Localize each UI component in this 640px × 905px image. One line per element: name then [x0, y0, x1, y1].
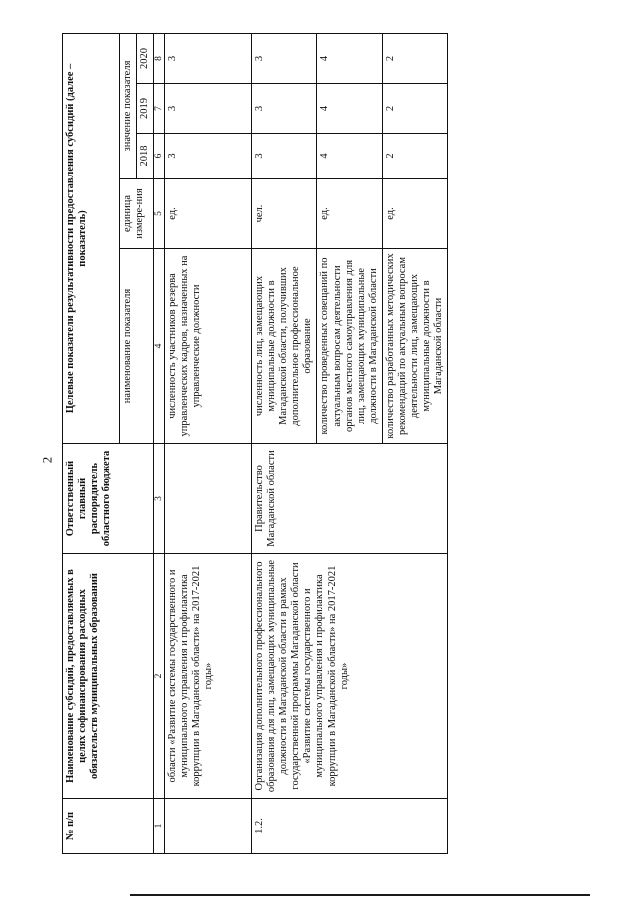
- scan-edge-line: [130, 894, 590, 896]
- indicator-name: количество разработанных методических рекомендаций по актуальным вопросам деятельности лиц, замещающих муниципальные должности в Магаданской области: [382, 249, 447, 444]
- column-index: 4: [154, 249, 165, 444]
- value-2020: 3: [165, 33, 252, 83]
- rotated-table-wrapper: [62, 34, 592, 854]
- header-subsidy-name: Наименование субсидий, предоставляемых в целях софинансирования расходных обязательств муниципальных образований: [63, 554, 154, 799]
- header-number: № п/п: [63, 799, 154, 854]
- administrator: Правительство Магаданской области: [252, 444, 448, 554]
- header-target-indicators: Целевые показатели результативности предоставления субсидий (далее – показатель): [63, 33, 120, 443]
- value-2018: 3: [165, 134, 252, 179]
- value-2020: 3: [252, 33, 317, 83]
- column-index: 6: [154, 134, 165, 179]
- page-number: 2: [39, 456, 55, 464]
- column-index: 5: [154, 179, 165, 249]
- unit: чел.: [252, 179, 317, 249]
- table-row: [252, 33, 317, 853]
- column-index: 1: [154, 799, 165, 854]
- subsidy-targets-table: [62, 33, 448, 854]
- value-2020: 2: [382, 33, 447, 83]
- value-2019: 4: [317, 84, 382, 134]
- indicator-name: численность участников резерва управленческих кадров, назначенных на управленческие должности: [165, 249, 252, 444]
- unit: ед.: [382, 179, 447, 249]
- row-number: [165, 799, 252, 854]
- unit: ед.: [317, 179, 382, 249]
- header-indicator-values: значение показателя: [120, 33, 137, 178]
- administrator: [165, 444, 252, 554]
- column-index: 2: [154, 554, 165, 799]
- value-2018: 3: [252, 134, 317, 179]
- header-unit: единица измере-ния: [120, 179, 154, 249]
- column-index: 7: [154, 84, 165, 134]
- column-index: 8: [154, 33, 165, 83]
- subsidy-name: области «Развитие системы государственного и муниципального управления и профилактика коррупции в Магаданской области» на 2017-2021 годы»: [165, 554, 252, 799]
- value-2018: 4: [317, 134, 382, 179]
- value-2019: 3: [252, 84, 317, 134]
- table-row: [165, 33, 252, 853]
- subsidy-name: Организация дополнительного профессионального образования для лиц, замещающих муниципальные должности в Магаданской области в рамках государственной программы Магаданской области «Развитие системы государственного и муниципального управления и профилактика коррупции в Магаданской области» на 2017-2021 годы»: [252, 554, 448, 799]
- indicator-name: численность лиц, замещающих муниципальные должности в Магаданской области, получивших дополнительное профессиональное образование: [252, 249, 317, 444]
- unit: ед.: [165, 179, 252, 249]
- indicator-name: количество проведенных совещаний по актуальным вопросам деятельности органов местного самоуправления для лиц, замещающих муниципальные должности в Магаданской области: [317, 249, 382, 444]
- value-2020: 4: [317, 33, 382, 83]
- row-number: 1.2.: [252, 799, 448, 854]
- header-year-2018: 2018: [137, 134, 154, 179]
- header-administrator: Ответственный главный распорядитель областного бюджета: [63, 444, 154, 554]
- value-2019: 3: [165, 84, 252, 134]
- header-year-2020: 2020: [137, 33, 154, 83]
- value-2019: 2: [382, 84, 447, 134]
- header-year-2019: 2019: [137, 84, 154, 134]
- column-index: 3: [154, 444, 165, 554]
- value-2018: 2: [382, 134, 447, 179]
- header-indicator-name: наименование показателя: [120, 249, 154, 444]
